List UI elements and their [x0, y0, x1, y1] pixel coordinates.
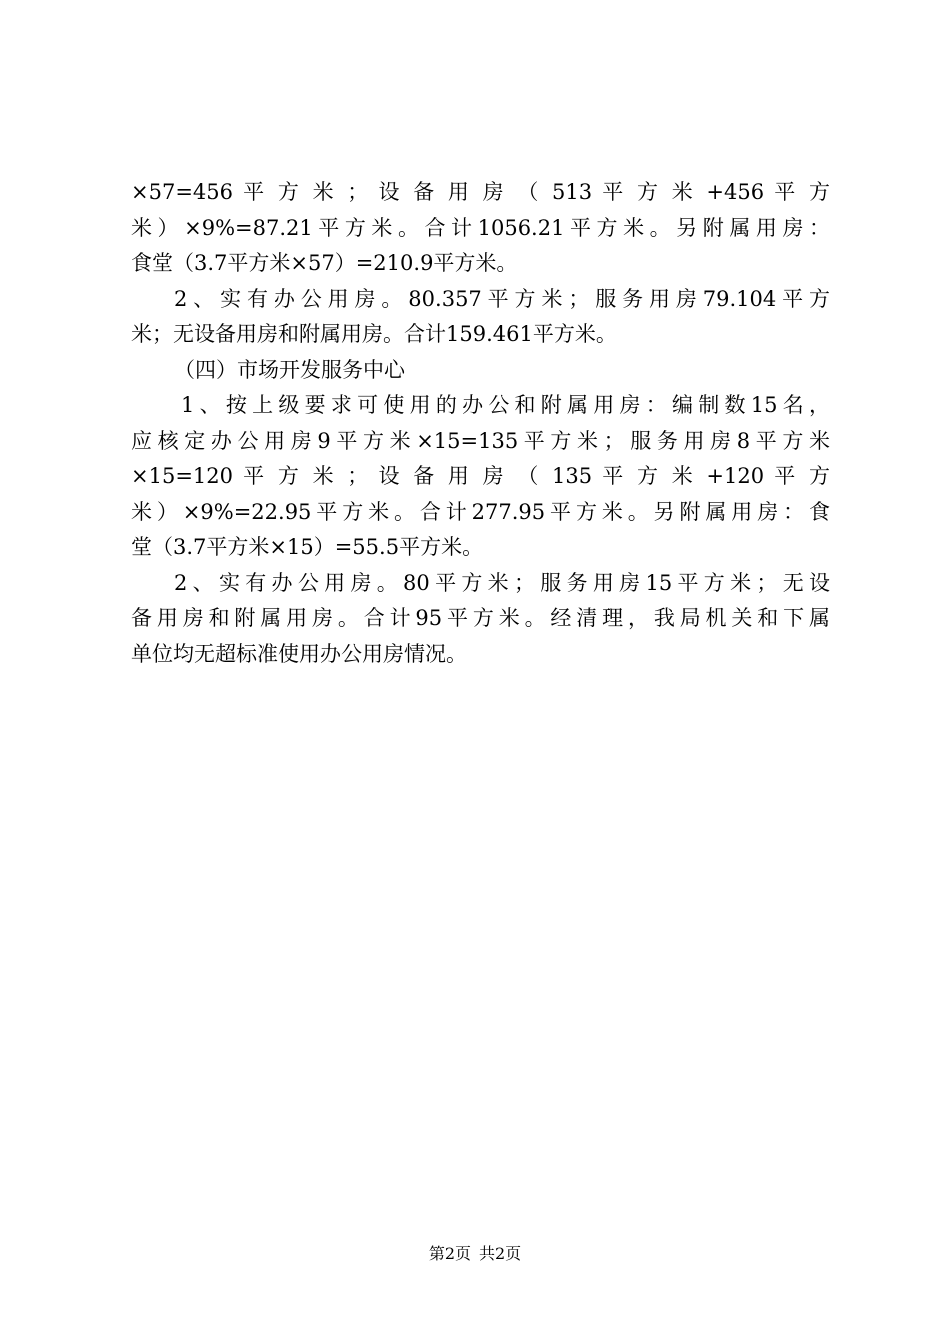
- text-line: 堂（3.7平方米×15）=55.5平方米。: [131, 535, 484, 559]
- page-footer: [0, 1242, 950, 1266]
- text-line: 米；无设备用房和附属用房。合计159.461平方米。: [131, 322, 617, 346]
- text-line: 应核定办公用房9平方米×15=135平方米；服务用房8平方米: [131, 428, 830, 453]
- page-total: 共2页: [479, 1244, 522, 1263]
- text-line: ×15=120 平 方 米 ； 设 备 用 房 （ 135 平 方 米 +120 平 方: [131, 464, 830, 488]
- text-line: ×57=456 平 方 米 ； 设 备 用 房 （ 513 平 方 米 +456 平 方: [131, 180, 830, 204]
- text-line: 单位均无超标准使用办公用房情况。: [131, 641, 467, 666]
- text-line: 米）×9%=87.21平方米。合计1056.21平方米。另附属用房：: [131, 215, 830, 240]
- text-line: 2、实有办公用房。80.357平方米；服务用房79.104平方: [174, 286, 830, 311]
- text-line: 1、按上级要求可使用的办公和附属用房：编制数15名，: [181, 393, 830, 417]
- section-heading: （四）市场开发服务中心: [174, 357, 405, 382]
- document-body: [131, 175, 830, 672]
- text-line: 米）×9%=22.95平方米。合计277.95平方米。另附属用房：食: [131, 499, 830, 524]
- text-line: 食堂（3.7平方米×57）=210.9平方米。: [131, 251, 518, 275]
- text-line: 备用房和附属用房。合计95平方米。经清理，我局机关和下属: [131, 606, 830, 630]
- page-number: 第2页: [428, 1244, 471, 1263]
- text-line: 2、实有办公用房。80平方米；服务用房15平方米；无设: [174, 570, 830, 595]
